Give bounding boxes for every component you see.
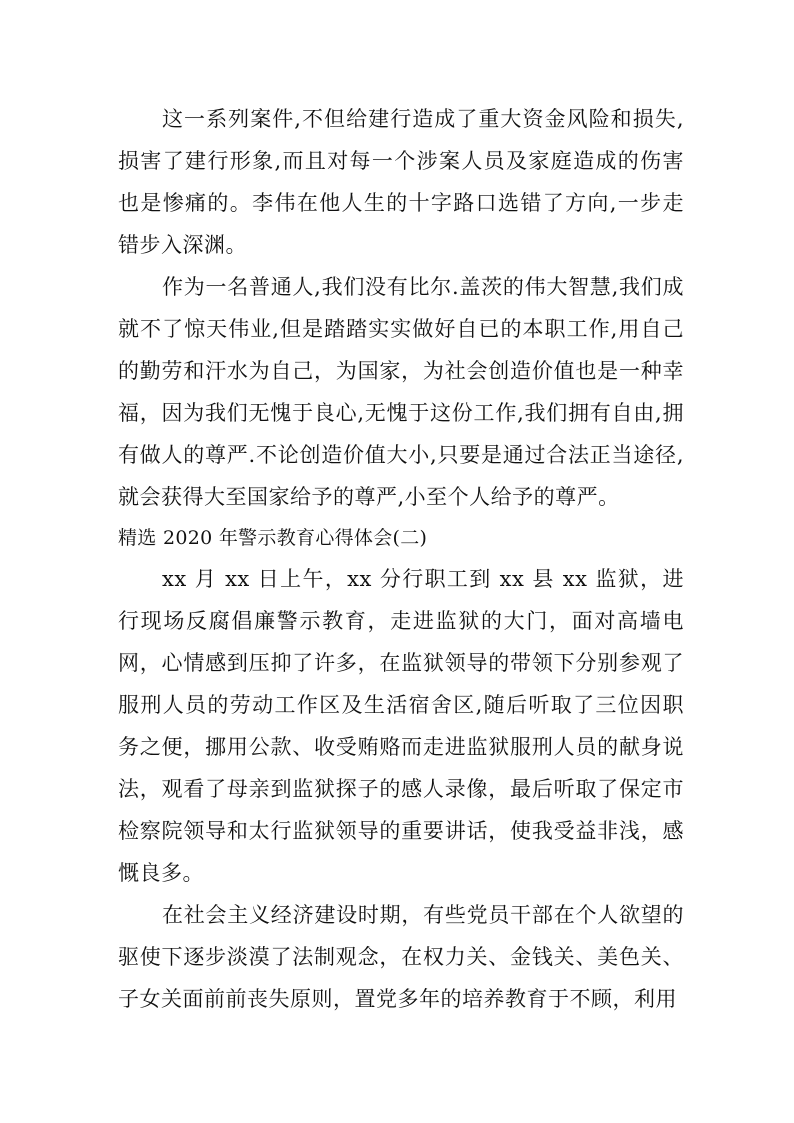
paragraph-ordinary-person: 作为一名普通人,我们没有比尔.盖茨的伟大智慧,我们成就不了惊天伟业,但是踏踏实实做好自已的本职工作,用自己的勤劳和汗水为自己，为国家，为社会创造价值也是一种幸福，因为我们无愧于良心,无愧于这份工作,我们拥有自由,拥有做人的尊严.不论创造价值大小,只要是通过合法正当途径,就会获得大至国家给予的尊严,小至个人给予的尊严。 bbox=[118, 275, 684, 509]
paragraph-party-cadres: 在社会主义经济建设时期，有些党员干部在个人欲望的驱使下逐步淡漠了法制观念，在权力关、金钱关、美色关、子女关面前前丧失原则，置党多年的培养教育于不顾，利用 bbox=[118, 903, 684, 1011]
section-heading: 精选 2020 年警示教育心得体会(二) bbox=[118, 527, 428, 549]
paragraph-case-losses: 这一系列案件,不但给建行造成了重大资金风险和损失,损害了建行形象,而且对每一个涉案人员及家庭造成的伤害也是惨痛的。李伟在他人生的十字路口选错了方向,一步走错步入深渊。 bbox=[118, 107, 684, 257]
document-body bbox=[118, 98, 684, 1020]
paragraph-prison-visit: xx 月 xx 日上午，xx 分行职工到 xx 县 xx 监狱，进行现场反腐倡廉警示教育，走进监狱的大门，面对高墙电网，心情感到压抑了许多，在监狱领导的带领下分别参观了服刑人员的劳动工作区及生活宿舍区,随后听取了三位因职务之便，挪用公款、收受贿赂而走进监狱服刑人员的献身说法，观看了母亲到监狱探子的感人录像，最后听取了保定市检察院领导和太行监狱领导的重要讲话，使我受益非浅，感慨良多。 bbox=[118, 567, 684, 885]
